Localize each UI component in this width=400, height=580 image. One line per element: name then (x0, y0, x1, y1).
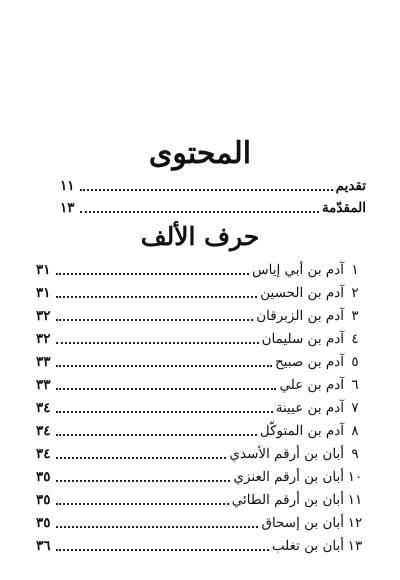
toc-entry-row[interactable] (36, 260, 366, 280)
toc-page-number: ٣٤ (36, 400, 51, 416)
toc-page-number: ٣٣ (36, 377, 51, 393)
leader-dots (56, 503, 229, 505)
toc-entry-number: ٦ (351, 377, 359, 393)
leader-dots (56, 411, 273, 413)
toc-entry-row[interactable] (36, 283, 366, 303)
toc-entry-row[interactable] (36, 306, 366, 326)
toc-entry-row[interactable] (36, 513, 366, 533)
toc-entry-number: ١٢ (347, 515, 363, 531)
toc-page-number: ٣١ (36, 262, 51, 278)
toc-entry-row[interactable] (36, 375, 366, 395)
toc-entry-name: أبان بن إسحاق (261, 515, 344, 531)
toc-entry-row[interactable] (36, 536, 366, 556)
toc-entry-number: ٩ (351, 446, 359, 462)
toc-entry-name: أبان بن أرقم الأسدي (229, 446, 344, 462)
toc-entry-number: ٤ (351, 331, 359, 347)
toc-entry-name: آدم بن علي (279, 377, 344, 393)
leader-dots (56, 526, 258, 528)
toc-page-number: ٣٢ (36, 308, 51, 324)
leader-dots (56, 342, 259, 344)
leader-dots (56, 273, 249, 275)
toc-entry-row[interactable] (36, 490, 366, 510)
toc-page-number: ٣١ (36, 285, 51, 301)
toc-entry-row[interactable] (36, 329, 366, 349)
leader-dots (80, 189, 333, 191)
toc-entry-number: ٧ (351, 400, 359, 416)
toc-entry-number: ٨ (351, 423, 359, 439)
toc-entry-label: المقدّمة (321, 200, 366, 216)
toc-entry-number: ٥ (351, 354, 359, 370)
toc-page-number: ٣٣ (36, 354, 51, 370)
toc-entry-name: آدم بن الحسين (260, 285, 344, 301)
toc-entry-name: آدم بن عيينة (275, 400, 344, 416)
leader-dots (80, 211, 319, 213)
toc-entry-name: آدم بن سليمان (261, 331, 344, 347)
toc-entry-name: آدم بن الزبرقان (256, 308, 344, 324)
toc-entry-name: آدم بن المتوكّل (259, 423, 344, 439)
toc-entry-row[interactable] (36, 444, 366, 464)
leader-dots (56, 365, 272, 367)
toc-entry-number: ٢ (351, 285, 359, 301)
toc-entry-number: ١ (351, 262, 359, 278)
leader-dots (56, 434, 257, 436)
toc-entry-name: أبان بن أرقم الطائي (231, 492, 344, 508)
page-title: المحتوى (148, 136, 252, 171)
toc-page-number: ٣٥ (36, 469, 51, 485)
section-heading: حرف الألف (140, 222, 260, 251)
leader-dots (56, 296, 257, 298)
toc-entry-number: ١١ (347, 492, 363, 508)
leader-dots (56, 388, 276, 390)
toc-page-number: ٣٤ (36, 423, 51, 439)
leader-dots (56, 457, 226, 459)
toc-page-number: ١٣ (60, 200, 75, 216)
toc-entry-number: ١٣ (347, 538, 363, 554)
toc-entry-name: أبان بن تغلب (271, 538, 344, 554)
toc-page-number: ١١ (60, 178, 75, 194)
toc-entry-row[interactable] (36, 421, 366, 441)
leader-dots (56, 549, 269, 551)
toc-entry-row[interactable] (36, 352, 366, 372)
leader-dots (56, 480, 230, 482)
leader-dots (56, 319, 253, 321)
toc-entry-label: تقديم (335, 178, 366, 194)
toc-entry-row[interactable] (36, 398, 366, 418)
toc-page-number: ٣٢ (36, 331, 51, 347)
toc-page-number: ٣٤ (36, 446, 51, 462)
toc-prelim-row[interactable] (60, 198, 366, 218)
toc-entry-name: آدم بن صبيح (274, 354, 344, 370)
toc-page-number: ٣٥ (36, 515, 51, 531)
toc-entry-name: أبان بن أرقم العنزي (233, 469, 344, 485)
toc-page-number: ٣٥ (36, 492, 51, 508)
toc-entry-name: آدم بن أبي إياس (252, 262, 344, 278)
toc-prelim-row[interactable] (60, 176, 366, 196)
toc-entry-number: ١٠ (347, 469, 363, 485)
toc-page-number: ٣٦ (36, 538, 51, 554)
toc-entry-row[interactable] (36, 467, 366, 487)
toc-entry-number: ٣ (351, 308, 359, 324)
